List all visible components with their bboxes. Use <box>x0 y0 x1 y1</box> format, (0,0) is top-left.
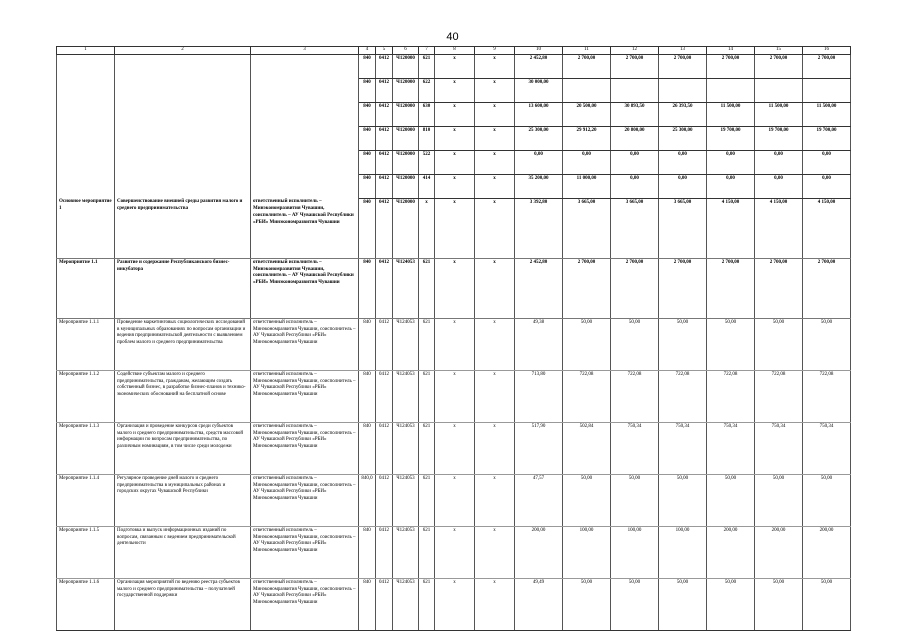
code-cell: 621 <box>419 474 435 526</box>
amount-cell: 50,00 <box>563 318 611 370</box>
table-row <box>57 318 851 370</box>
amount-cell: 50,00 <box>755 474 803 526</box>
name-cell: Организация и проведение конкурсов среди субъектов малого и среднего предпринимательства, средств массовой информации по вопросам предпринимательства, по различным номинациям, в том числе среди молодежи <box>115 422 251 474</box>
code-cell: x <box>475 474 515 526</box>
table-row <box>57 126 851 150</box>
table-row <box>57 78 851 102</box>
amount-cell: 2 700,00 <box>707 54 755 78</box>
amount-cell: 0,00 <box>611 174 659 198</box>
id-cell: Мероприятие 1.1.2 <box>57 370 115 422</box>
amount-cell: 3 665,00 <box>659 198 707 258</box>
code-cell: 0412 <box>376 578 393 630</box>
code-cell: Ч124053 <box>393 474 419 526</box>
code-cell: x <box>435 102 475 126</box>
amount-cell: 50,00 <box>803 578 851 630</box>
code-cell: 414 <box>419 174 435 198</box>
code-cell: 0412 <box>376 150 393 174</box>
column-number: 13 <box>659 47 707 55</box>
id-cell <box>57 174 115 198</box>
code-cell: x <box>435 422 475 474</box>
table-row <box>57 198 851 258</box>
code-cell: 840 <box>359 370 376 422</box>
executor-cell <box>251 102 359 126</box>
code-cell: Ч120000 <box>393 54 419 78</box>
executor-cell: ответственный исполнитель – Минэкономразвития Чувашии, соисполнитель – АУ Чувашской Республики «РБИ» Минэкономразвития Чувашии <box>251 318 359 370</box>
amount-cell: 4 150,00 <box>803 198 851 258</box>
amount-cell: 50,00 <box>563 474 611 526</box>
amount-cell: 2 700,00 <box>611 54 659 78</box>
code-cell: 840 <box>359 54 376 78</box>
amount-cell: 0,00 <box>563 150 611 174</box>
amount-cell: 20 800,00 <box>611 126 659 150</box>
code-cell: 0412 <box>376 422 393 474</box>
code-cell: 840 <box>359 422 376 474</box>
column-number: 16 <box>803 47 851 55</box>
column-number: 5 <box>376 47 393 55</box>
code-cell: x <box>435 150 475 174</box>
column-number: 10 <box>515 47 563 55</box>
amount-cell: 722,08 <box>755 370 803 422</box>
code-cell: 621 <box>419 54 435 78</box>
code-cell: 0412 <box>376 258 393 318</box>
code-cell: Ч124053 <box>393 578 419 630</box>
name-cell <box>115 150 251 174</box>
code-cell: x <box>475 174 515 198</box>
table-row <box>57 174 851 198</box>
id-cell <box>57 54 115 78</box>
amount-cell: 30 893,50 <box>611 102 659 126</box>
code-cell: x <box>435 526 475 578</box>
executor-cell: ответственный исполнитель – Минэкономразвития Чувашии, соисполнитель – АУ Чувашской Республики «РБИ» Минэкономразвития Чувашии <box>251 198 359 258</box>
amount-cell: 713,80 <box>515 370 563 422</box>
amount-cell: 3 665,00 <box>611 198 659 258</box>
code-cell: x <box>475 198 515 258</box>
amount-cell: 50,00 <box>755 578 803 630</box>
amount-cell: 750,34 <box>659 422 707 474</box>
id-cell: Мероприятие 1.1.5 <box>57 526 115 578</box>
amount-cell: 0,00 <box>755 150 803 174</box>
name-cell: Проведение маркетинговых социологических исследований в муниципальных образованиях по вопросам организации и ведения предпринимательской деятельности с выявлением проблем малого и среднего предпринимательства <box>115 318 251 370</box>
table-row <box>57 102 851 126</box>
id-cell: Мероприятие 1.1.3 <box>57 422 115 474</box>
code-cell: Ч120000 <box>393 126 419 150</box>
code-cell: x <box>435 474 475 526</box>
amount-cell <box>755 78 803 102</box>
code-cell: 621 <box>419 422 435 474</box>
amount-cell: 3 665,00 <box>563 198 611 258</box>
table-row <box>57 578 851 630</box>
amount-cell: 50,00 <box>707 318 755 370</box>
amount-cell: 502,84 <box>563 422 611 474</box>
code-cell: 840,0 <box>359 474 376 526</box>
amount-cell: 0,00 <box>611 150 659 174</box>
id-cell: Мероприятие 1.1 <box>57 258 115 318</box>
amount-cell: 0,00 <box>803 150 851 174</box>
column-number-row <box>57 47 851 55</box>
amount-cell: 2 700,00 <box>659 54 707 78</box>
table-row <box>57 54 851 78</box>
amount-cell: 2 700,00 <box>755 258 803 318</box>
amount-cell: 13 600,00 <box>515 102 563 126</box>
code-cell: 0412 <box>376 370 393 422</box>
name-cell: Совершенствование внешней среды развития малого и среднего предпринимательства <box>115 198 251 258</box>
amount-cell: 35 200,00 <box>515 174 563 198</box>
code-cell: 840 <box>359 578 376 630</box>
id-cell <box>57 102 115 126</box>
amount-cell: 50,00 <box>707 578 755 630</box>
code-cell: 0412 <box>376 102 393 126</box>
code-cell: Ч124053 <box>393 258 419 318</box>
name-cell <box>115 174 251 198</box>
amount-cell: 0,00 <box>659 174 707 198</box>
table-row <box>57 474 851 526</box>
amount-cell: 50,00 <box>659 474 707 526</box>
amount-cell: 50,00 <box>659 578 707 630</box>
amount-cell: 200,00 <box>515 526 563 578</box>
code-cell: 840 <box>359 318 376 370</box>
amount-cell: 0,00 <box>707 174 755 198</box>
column-number: 4 <box>359 47 376 55</box>
code-cell: 0412 <box>376 474 393 526</box>
code-cell: Ч120000 <box>393 150 419 174</box>
code-cell: 0412 <box>376 526 393 578</box>
code-cell: 840 <box>359 258 376 318</box>
amount-cell: 50,00 <box>611 578 659 630</box>
amount-cell: 722,08 <box>659 370 707 422</box>
id-cell <box>57 126 115 150</box>
executor-cell <box>251 54 359 78</box>
amount-cell: 4 150,00 <box>755 198 803 258</box>
code-cell: x <box>435 54 475 78</box>
column-number: 14 <box>707 47 755 55</box>
code-cell: x <box>475 526 515 578</box>
amount-cell: 0,00 <box>707 150 755 174</box>
amount-cell: 50,00 <box>803 318 851 370</box>
executor-cell <box>251 78 359 102</box>
code-cell: x <box>435 78 475 102</box>
amount-cell: 2 700,00 <box>611 258 659 318</box>
code-cell: x <box>435 198 475 258</box>
amount-cell: 750,34 <box>611 422 659 474</box>
amount-cell: 4 150,00 <box>707 198 755 258</box>
column-number: 8 <box>435 47 475 55</box>
amount-cell: 517,90 <box>515 422 563 474</box>
code-cell: 840 <box>359 174 376 198</box>
amount-cell: 19 700,00 <box>803 126 851 150</box>
code-cell: x <box>475 578 515 630</box>
amount-cell: 50,00 <box>611 318 659 370</box>
amount-cell: 2 452,80 <box>515 258 563 318</box>
amount-cell: 50,00 <box>707 474 755 526</box>
column-number: 12 <box>611 47 659 55</box>
amount-cell <box>803 78 851 102</box>
amount-cell: 11 500,00 <box>803 102 851 126</box>
table-row <box>57 526 851 578</box>
code-cell: Ч124053 <box>393 526 419 578</box>
amount-cell: 0,00 <box>515 150 563 174</box>
amount-cell: 100,00 <box>611 526 659 578</box>
executor-cell <box>251 126 359 150</box>
amount-cell: 722,08 <box>611 370 659 422</box>
amount-cell: 29 912,20 <box>563 126 611 150</box>
code-cell: x <box>475 54 515 78</box>
code-cell: Ч124053 <box>393 370 419 422</box>
code-cell: 621 <box>419 258 435 318</box>
amount-cell: 50,00 <box>659 318 707 370</box>
code-cell: 621 <box>419 578 435 630</box>
executor-cell: ответственный исполнитель – Минэкономразвития Чувашии, соисполнитель – АУ Чувашской Республики «РБИ» Минэкономразвития Чувашии <box>251 370 359 422</box>
amount-cell: 2 452,80 <box>515 54 563 78</box>
id-cell <box>57 150 115 174</box>
executor-cell: ответственный исполнитель – Минэкономразвития Чувашии, соисполнитель – АУ Чувашской Республики «РБИ» Минэкономразвития Чувашии <box>251 578 359 630</box>
code-cell: 840 <box>359 126 376 150</box>
code-cell: 0412 <box>376 126 393 150</box>
amount-cell <box>707 78 755 102</box>
code-cell: 810 <box>419 126 435 150</box>
amount-cell <box>611 78 659 102</box>
page-number: 40 <box>446 31 459 43</box>
name-cell: Подготовка и выпуск информационных изданий по вопросам, связанным с ведением предпринимательской деятельности <box>115 526 251 578</box>
amount-cell: 750,34 <box>755 422 803 474</box>
code-cell: 621 <box>419 370 435 422</box>
column-number: 3 <box>251 47 359 55</box>
amount-cell: 20 500,00 <box>563 102 611 126</box>
code-cell: x <box>435 258 475 318</box>
name-cell <box>115 54 251 78</box>
amount-cell: 200,00 <box>803 526 851 578</box>
amount-cell: 100,00 <box>563 526 611 578</box>
code-cell: x <box>419 198 435 258</box>
amount-cell: 722,08 <box>803 370 851 422</box>
amount-cell: 49,49 <box>515 578 563 630</box>
code-cell: 630 <box>419 102 435 126</box>
amount-cell <box>563 78 611 102</box>
code-cell: x <box>475 370 515 422</box>
amount-cell: 2 700,00 <box>563 54 611 78</box>
amount-cell: 0,00 <box>659 150 707 174</box>
code-cell: 0412 <box>376 54 393 78</box>
amount-cell: 722,08 <box>563 370 611 422</box>
amount-cell: 2 700,00 <box>707 258 755 318</box>
amount-cell: 3 392,80 <box>515 198 563 258</box>
name-cell: Организация мероприятий по ведению реестра субъектов малого и среднего предпринимательства – получателей государственной поддержки <box>115 578 251 630</box>
amount-cell: 2 700,00 <box>803 54 851 78</box>
code-cell: 840 <box>359 150 376 174</box>
executor-cell <box>251 174 359 198</box>
table-row <box>57 258 851 318</box>
column-number: 11 <box>563 47 611 55</box>
column-number: 2 <box>115 47 251 55</box>
code-cell: 0412 <box>376 78 393 102</box>
code-cell: x <box>435 126 475 150</box>
amount-cell: 50,00 <box>563 578 611 630</box>
code-cell: x <box>475 422 515 474</box>
code-cell: 522 <box>419 150 435 174</box>
budget-table <box>56 46 851 631</box>
code-cell: x <box>475 102 515 126</box>
code-cell: 0412 <box>376 318 393 370</box>
amount-cell: 50,00 <box>755 318 803 370</box>
code-cell: 0412 <box>376 174 393 198</box>
amount-cell: 11 500,00 <box>755 102 803 126</box>
code-cell: x <box>475 78 515 102</box>
name-cell <box>115 78 251 102</box>
code-cell: x <box>475 258 515 318</box>
amount-cell: 47,57 <box>515 474 563 526</box>
id-cell <box>57 78 115 102</box>
amount-cell: 19 700,00 <box>755 126 803 150</box>
code-cell: 840 <box>359 78 376 102</box>
table-row <box>57 150 851 174</box>
code-cell: 0412 <box>376 198 393 258</box>
code-cell: Ч120000 <box>393 78 419 102</box>
amount-cell: 200,00 <box>755 526 803 578</box>
executor-cell: ответственный исполнитель – Минэкономразвития Чувашии, соисполнитель – АУ Чувашской Республики «РБИ» Минэкономразвития Чувашии <box>251 526 359 578</box>
amount-cell: 2 700,00 <box>755 54 803 78</box>
amount-cell: 2 700,00 <box>803 258 851 318</box>
amount-cell <box>659 78 707 102</box>
amount-cell: 25 300,00 <box>659 126 707 150</box>
executor-cell: ответственный исполнитель – Минэкономразвития Чувашии, соисполнитель – АУ Чувашской Республики «РБИ» Минэкономразвития Чувашии <box>251 474 359 526</box>
executor-cell: ответственный исполнитель – Минэкономразвития Чувашии, соисполнитель – АУ Чувашской Республики «РБИ» Минэкономразвития Чувашии <box>251 422 359 474</box>
code-cell: 840 <box>359 198 376 258</box>
column-number: 7 <box>419 47 435 55</box>
amount-cell: 30 000,00 <box>515 78 563 102</box>
code-cell: x <box>435 578 475 630</box>
code-cell: x <box>435 370 475 422</box>
amount-cell: 750,34 <box>707 422 755 474</box>
amount-cell: 722,08 <box>707 370 755 422</box>
name-cell <box>115 126 251 150</box>
amount-cell: 0,00 <box>755 174 803 198</box>
amount-cell: 2 700,00 <box>659 258 707 318</box>
code-cell: 621 <box>419 526 435 578</box>
code-cell: Ч120000 <box>393 174 419 198</box>
code-cell: Ч124053 <box>393 422 419 474</box>
amount-cell: 100,00 <box>659 526 707 578</box>
column-number: 15 <box>755 47 803 55</box>
amount-cell: 750,34 <box>803 422 851 474</box>
id-cell: Основное мероприятие 1 <box>57 198 115 258</box>
table-row <box>57 370 851 422</box>
code-cell: 622 <box>419 78 435 102</box>
name-cell: Развитие и содержание Республиканского бизнес-инкубатора <box>115 258 251 318</box>
amount-cell: 11 500,00 <box>707 102 755 126</box>
code-cell: x <box>475 126 515 150</box>
name-cell: Регулярное проведение дней малого и среднего предпринимательства в муниципальных районах и городских округах Чувашской Республики <box>115 474 251 526</box>
code-cell: x <box>475 150 515 174</box>
code-cell: x <box>435 318 475 370</box>
code-cell: 621 <box>419 318 435 370</box>
column-number: 9 <box>475 47 515 55</box>
table-row <box>57 422 851 474</box>
amount-cell: 50,00 <box>803 474 851 526</box>
amount-cell: 200,00 <box>707 526 755 578</box>
code-cell: x <box>435 174 475 198</box>
id-cell: Мероприятие 1.1.6 <box>57 578 115 630</box>
code-cell: 840 <box>359 102 376 126</box>
code-cell: Ч120000 <box>393 102 419 126</box>
executor-cell: ответственный исполнитель – Минэкономразвития Чувашии, соисполнитель – АУ Чувашской Республики «РБИ» Минэкономразвития Чувашии <box>251 258 359 318</box>
id-cell: Мероприятие 1.1.1 <box>57 318 115 370</box>
code-cell: Ч120000 <box>393 198 419 258</box>
amount-cell: 19 700,00 <box>707 126 755 150</box>
id-cell: Мероприятие 1.1.4 <box>57 474 115 526</box>
column-number: 6 <box>393 47 419 55</box>
code-cell: 840 <box>359 526 376 578</box>
amount-cell: 49,38 <box>515 318 563 370</box>
name-cell <box>115 102 251 126</box>
amount-cell: 50,00 <box>611 474 659 526</box>
name-cell: Содействие субъектам малого и среднего предпринимательства, гражданам, желающим создать собственный бизнес, в разработке бизнес-планов и технико-экономических обоснований на бесплатной основе <box>115 370 251 422</box>
amount-cell: 11 000,00 <box>563 174 611 198</box>
amount-cell: 0,00 <box>803 174 851 198</box>
executor-cell <box>251 150 359 174</box>
amount-cell: 26 393,50 <box>659 102 707 126</box>
amount-cell: 25 300,00 <box>515 126 563 150</box>
code-cell: x <box>475 318 515 370</box>
amount-cell: 2 700,00 <box>563 258 611 318</box>
code-cell: Ч124053 <box>393 318 419 370</box>
column-number: 1 <box>57 47 115 55</box>
